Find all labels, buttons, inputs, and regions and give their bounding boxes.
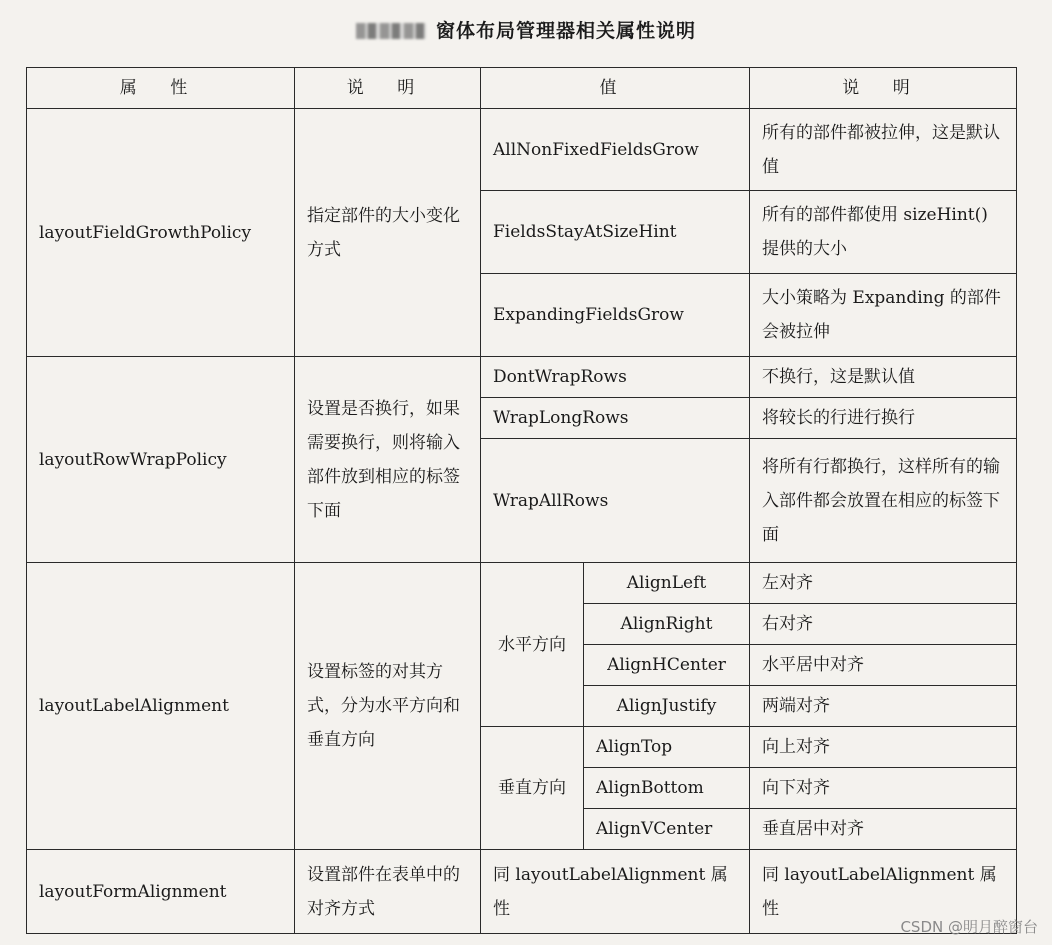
note-cell: 两端对齐	[750, 686, 1017, 727]
property-name: layoutFieldGrowthPolicy	[27, 109, 295, 357]
table-row	[27, 357, 1017, 398]
property-name: layoutLabelAlignment	[27, 563, 295, 850]
note-cell: 将所有行都换行，这样所有的输入部件都会放置在相应的标签下面	[750, 439, 1017, 563]
property-description: 设置标签的对其方式，分为水平方向和垂直方向	[295, 563, 481, 850]
note-cell: 右对齐	[750, 604, 1017, 645]
vertical-direction-label: 垂直方向	[481, 727, 584, 850]
value-cell: AllNonFixedFieldsGrow	[481, 109, 750, 191]
note-cell: 左对齐	[750, 563, 1017, 604]
note-cell: 不换行，这是默认值	[750, 357, 1017, 398]
value-cell: AlignLeft	[584, 563, 750, 604]
note-cell: 同 layoutLabelAlignment 属性	[750, 850, 1017, 934]
value-cell: AlignTop	[584, 727, 750, 768]
property-description: 指定部件的大小变化方式	[295, 109, 481, 357]
value-cell: AlignJustify	[584, 686, 750, 727]
caption-title: 窗体布局管理器相关属性说明	[435, 20, 696, 42]
value-cell: ExpandingFieldsGrow	[481, 274, 750, 357]
header-row	[27, 68, 1017, 109]
value-cell: DontWrapRows	[481, 357, 750, 398]
value-cell: FieldsStayAtSizeHint	[481, 191, 750, 274]
note-cell: 垂直居中对齐	[750, 809, 1017, 850]
horizontal-direction-label: 水平方向	[481, 563, 584, 727]
value-cell: AlignVCenter	[584, 809, 750, 850]
note-cell: 向下对齐	[750, 768, 1017, 809]
header-description: 说 明	[295, 68, 481, 109]
header-note: 说 明	[750, 68, 1017, 109]
property-name: layoutRowWrapPolicy	[27, 357, 295, 563]
property-table	[26, 67, 1017, 934]
note-cell: 将较长的行进行换行	[750, 398, 1017, 439]
property-description: 设置部件在表单中的对齐方式	[295, 850, 481, 934]
table-number-blurred	[356, 23, 426, 39]
note-cell: 所有的部件都使用 sizeHint()提供的大小	[750, 191, 1017, 274]
value-cell: AlignHCenter	[584, 645, 750, 686]
value-cell: 同 layoutLabelAlignment 属性	[481, 850, 750, 934]
note-cell: 大小策略为 Expanding 的部件会被拉伸	[750, 274, 1017, 357]
watermark: CSDN @明月醉窗台	[900, 918, 1038, 936]
table-row	[27, 563, 1017, 604]
value-cell: AlignRight	[584, 604, 750, 645]
note-cell: 水平居中对齐	[750, 645, 1017, 686]
value-cell: WrapLongRows	[481, 398, 750, 439]
table-row	[27, 109, 1017, 191]
header-value: 值	[481, 68, 750, 109]
value-cell: WrapAllRows	[481, 439, 750, 563]
note-cell: 所有的部件都被拉伸，这是默认值	[750, 109, 1017, 191]
table-row	[27, 850, 1017, 934]
header-property: 属 性	[27, 68, 295, 109]
table-caption	[0, 16, 1052, 43]
property-name: layoutFormAlignment	[27, 850, 295, 934]
value-cell: AlignBottom	[584, 768, 750, 809]
note-cell: 向上对齐	[750, 727, 1017, 768]
property-description: 设置是否换行，如果需要换行，则将输入部件放到相应的标签下面	[295, 357, 481, 563]
